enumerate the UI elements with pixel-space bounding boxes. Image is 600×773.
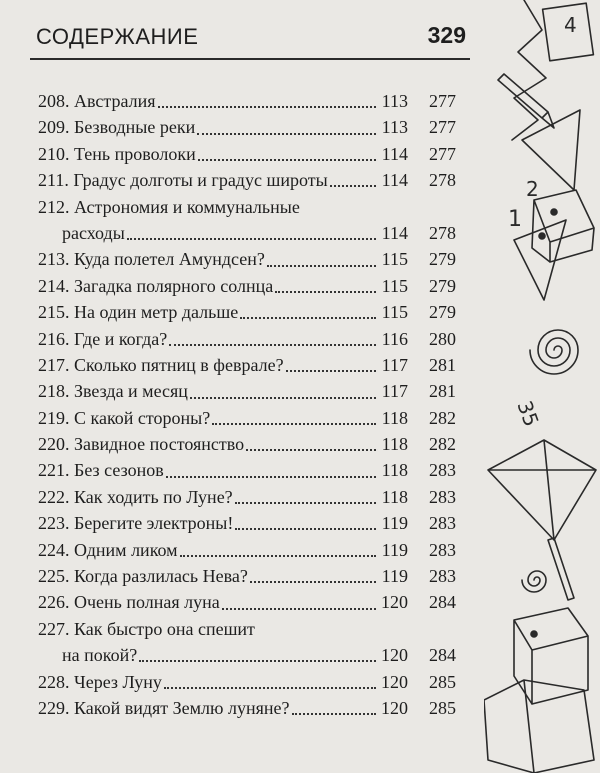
dot-leader	[235, 502, 376, 504]
toc-entry	[38, 246, 478, 272]
toc-entry	[38, 510, 478, 536]
toc-entry-line	[38, 352, 408, 378]
dot-leader	[164, 687, 376, 689]
toc-entry-line	[38, 405, 408, 431]
toc-entry	[38, 537, 478, 563]
zigzag-doodle	[512, 0, 546, 140]
toc-page-number: 114	[381, 170, 408, 191]
dot-leader	[250, 581, 376, 583]
toc-entry-title-line	[38, 194, 478, 220]
toc-entry-title: 220. Завидное постоянство	[38, 434, 245, 455]
toc-answer-page-number: 280	[429, 328, 456, 349]
toc-page-number: 120	[381, 671, 408, 692]
digits-35-doodle: 35	[512, 397, 544, 430]
toc-answer-page-number: 283	[429, 566, 456, 587]
toc-entry-title: 216. Где и когда?	[38, 328, 168, 349]
dot-leader	[222, 608, 376, 610]
pencil-doodle	[498, 74, 554, 128]
toc-entry-title: 210. Тень проволоки	[38, 143, 196, 164]
dot-leader	[197, 133, 376, 135]
toc-entry-line	[38, 669, 408, 695]
toc-entry	[38, 141, 478, 167]
toc-entry-line	[38, 326, 408, 352]
toc-entry-title: 223. Берегите электроны!	[38, 513, 234, 534]
toc-entry-title: 218. Звезда и месяц	[38, 381, 188, 402]
toc-page-number: 118	[381, 407, 408, 428]
section-title: СОДЕРЖАНИЕ	[36, 24, 199, 49]
page-number: 329	[427, 22, 466, 48]
dot-leader	[330, 185, 376, 187]
toc-page-number: 115	[381, 275, 408, 296]
table-of-contents	[38, 88, 478, 721]
toc-answer-page-number: 283	[429, 486, 456, 507]
toc-answer-page-number: 283	[429, 460, 456, 481]
toc-entry-title: расходы	[62, 222, 125, 243]
dot-leader	[139, 660, 376, 662]
toc-page-number: 114	[381, 222, 408, 243]
toc-answer-page-number: 284	[429, 645, 456, 666]
toc-entry	[38, 484, 478, 510]
toc-answer-page-number: 279	[429, 302, 456, 323]
toc-page-number: 120	[381, 645, 408, 666]
toc-entry-line	[38, 167, 408, 193]
dot-leader	[235, 528, 376, 530]
toc-entry-title: 213. Куда полетел Амундсен?	[38, 249, 265, 270]
toc-entry-title: 208. Австралия	[38, 91, 156, 111]
prism-doodle	[484, 680, 594, 773]
toc-entry	[38, 378, 478, 404]
toc-entry	[38, 695, 478, 721]
toc-entry-title: 209. Безводные реки	[38, 117, 196, 138]
toc-entry-title-part: 212. Астрономия и коммунальные	[38, 196, 300, 217]
toc-entry-title: 225. Когда разлилась Нева?	[38, 566, 248, 587]
dot-leader	[158, 106, 376, 108]
toc-page-number: 120	[381, 697, 408, 718]
page-header	[30, 14, 470, 60]
toc-entry	[38, 88, 478, 114]
toc-entry-line	[38, 114, 408, 140]
toc-answer-page-number: 285	[429, 671, 456, 692]
toc-entry	[38, 669, 478, 695]
toc-entry-line	[38, 642, 408, 668]
dot-leader	[212, 423, 376, 425]
pyramid-doodle	[488, 440, 596, 540]
toc-entry-title: 222. Как ходить по Луне?	[38, 486, 233, 507]
dot-leader	[166, 476, 376, 478]
toc-page-number: 113	[381, 91, 408, 111]
dot-leader	[246, 449, 376, 451]
toc-entry-title: 228. Через Луну	[38, 671, 162, 692]
toc-page-number: 120	[381, 592, 408, 613]
toc-entry	[38, 431, 478, 457]
toc-entry-line	[38, 220, 408, 246]
toc-entry	[38, 299, 478, 325]
toc-entry-title: 214. Загадка полярного солнца	[38, 275, 274, 296]
toc-page-number: 114	[381, 143, 408, 164]
toc-entry-line	[38, 273, 408, 299]
toc-entry	[38, 326, 478, 352]
toc-entry-title: 224. Одним ликом	[38, 539, 178, 560]
toc-page-number: 117	[381, 354, 408, 375]
toc-entry	[38, 563, 478, 589]
toc-answer-page-number: 277	[429, 117, 456, 138]
dot-leader	[267, 265, 376, 267]
toc-page-number: 118	[381, 486, 408, 507]
toc-page-number: 115	[381, 302, 408, 323]
toc-answer-page-number: 283	[429, 513, 456, 534]
toc-answer-page-number: 285	[429, 697, 456, 718]
toc-entry-line	[38, 589, 408, 615]
toc-entry	[38, 114, 478, 140]
toc-entry-line	[38, 695, 408, 721]
dot-leader	[127, 238, 376, 240]
spiral-doodle	[530, 330, 578, 374]
toc-entry-line	[38, 563, 408, 589]
dot-leader	[180, 555, 376, 557]
toc-page-number: 118	[381, 460, 408, 481]
toc-entry-title: на покой?	[62, 645, 138, 666]
dot-leader	[286, 370, 376, 372]
math-doodles-decoration	[484, 0, 600, 773]
toc-entry	[38, 273, 478, 299]
toc-page-number: 119	[381, 566, 408, 587]
toc-answer-page-number: 281	[429, 354, 456, 375]
toc-page-number: 119	[381, 513, 408, 534]
dot-leader	[275, 291, 376, 293]
dot-leader	[292, 713, 377, 715]
toc-page-number: 113	[381, 117, 408, 138]
toc-entry-line	[38, 88, 408, 114]
toc-entry-line	[38, 141, 408, 167]
toc-entry-title: 211. Градус долготы и градус широты	[38, 170, 328, 191]
toc-answer-page-number: 282	[429, 434, 456, 455]
dot-leader	[169, 344, 376, 346]
toc-entry	[38, 352, 478, 378]
toc-entry-line	[38, 431, 408, 457]
toc-answer-page-number: 279	[429, 275, 456, 296]
toc-entry-line	[38, 457, 408, 483]
digit-four-doodle: 4	[564, 13, 577, 37]
toc-answer-page-number: 277	[429, 91, 456, 111]
toc-entry-title: 217. Сколько пятниц в феврале?	[38, 354, 284, 375]
toc-page-number: 115	[381, 249, 408, 270]
toc-page-number: 118	[381, 434, 408, 455]
toc-entry	[38, 589, 478, 615]
toc-entry-title-line	[38, 616, 478, 642]
toc-page-number: 117	[381, 381, 408, 402]
digit-one-doodle: 1	[508, 207, 522, 232]
dot-leader	[190, 397, 376, 399]
toc-entry-line	[38, 246, 408, 272]
toc-entry	[38, 642, 478, 668]
toc-entry-title: 215. На один метр дальше	[38, 302, 239, 323]
toc-answer-page-number: 277	[429, 143, 456, 164]
toc-entry-line	[38, 484, 408, 510]
toc-answer-page-number: 278	[429, 222, 456, 243]
toc-entry-line	[38, 378, 408, 404]
toc-answer-page-number: 284	[429, 592, 456, 613]
toc-entry-title: 229. Какой видят Землю луняне?	[38, 697, 290, 718]
toc-page-number: 116	[381, 328, 408, 349]
toc-entry-line	[38, 510, 408, 536]
toc-answer-page-number: 279	[429, 249, 456, 270]
toc-entry-title: 226. Очень полная луна	[38, 592, 220, 613]
toc-answer-page-number: 282	[429, 407, 456, 428]
toc-page-number: 119	[381, 539, 408, 560]
toc-answer-page-number: 278	[429, 170, 456, 191]
dot-leader	[198, 159, 376, 161]
small-spiral-doodle	[522, 571, 546, 592]
toc-entry-title: 221. Без сезонов	[38, 460, 164, 481]
toc-answer-page-number: 283	[429, 539, 456, 560]
toc-entry-title-part: 227. Как быстро она спешит	[38, 618, 255, 639]
die-doodle	[532, 190, 594, 262]
toc-entry-title: 219. С какой стороны?	[38, 407, 211, 428]
toc-answer-page-number: 281	[429, 381, 456, 402]
toc-entry-line	[38, 299, 408, 325]
toc-entry-line	[38, 537, 408, 563]
toc-entry	[38, 220, 478, 246]
toc-entry	[38, 405, 478, 431]
toc-entry	[38, 167, 478, 193]
pen-doodle	[548, 538, 574, 600]
toc-entry	[38, 457, 478, 483]
digit-two-doodle: 2	[526, 177, 539, 201]
dot-leader	[240, 317, 376, 319]
